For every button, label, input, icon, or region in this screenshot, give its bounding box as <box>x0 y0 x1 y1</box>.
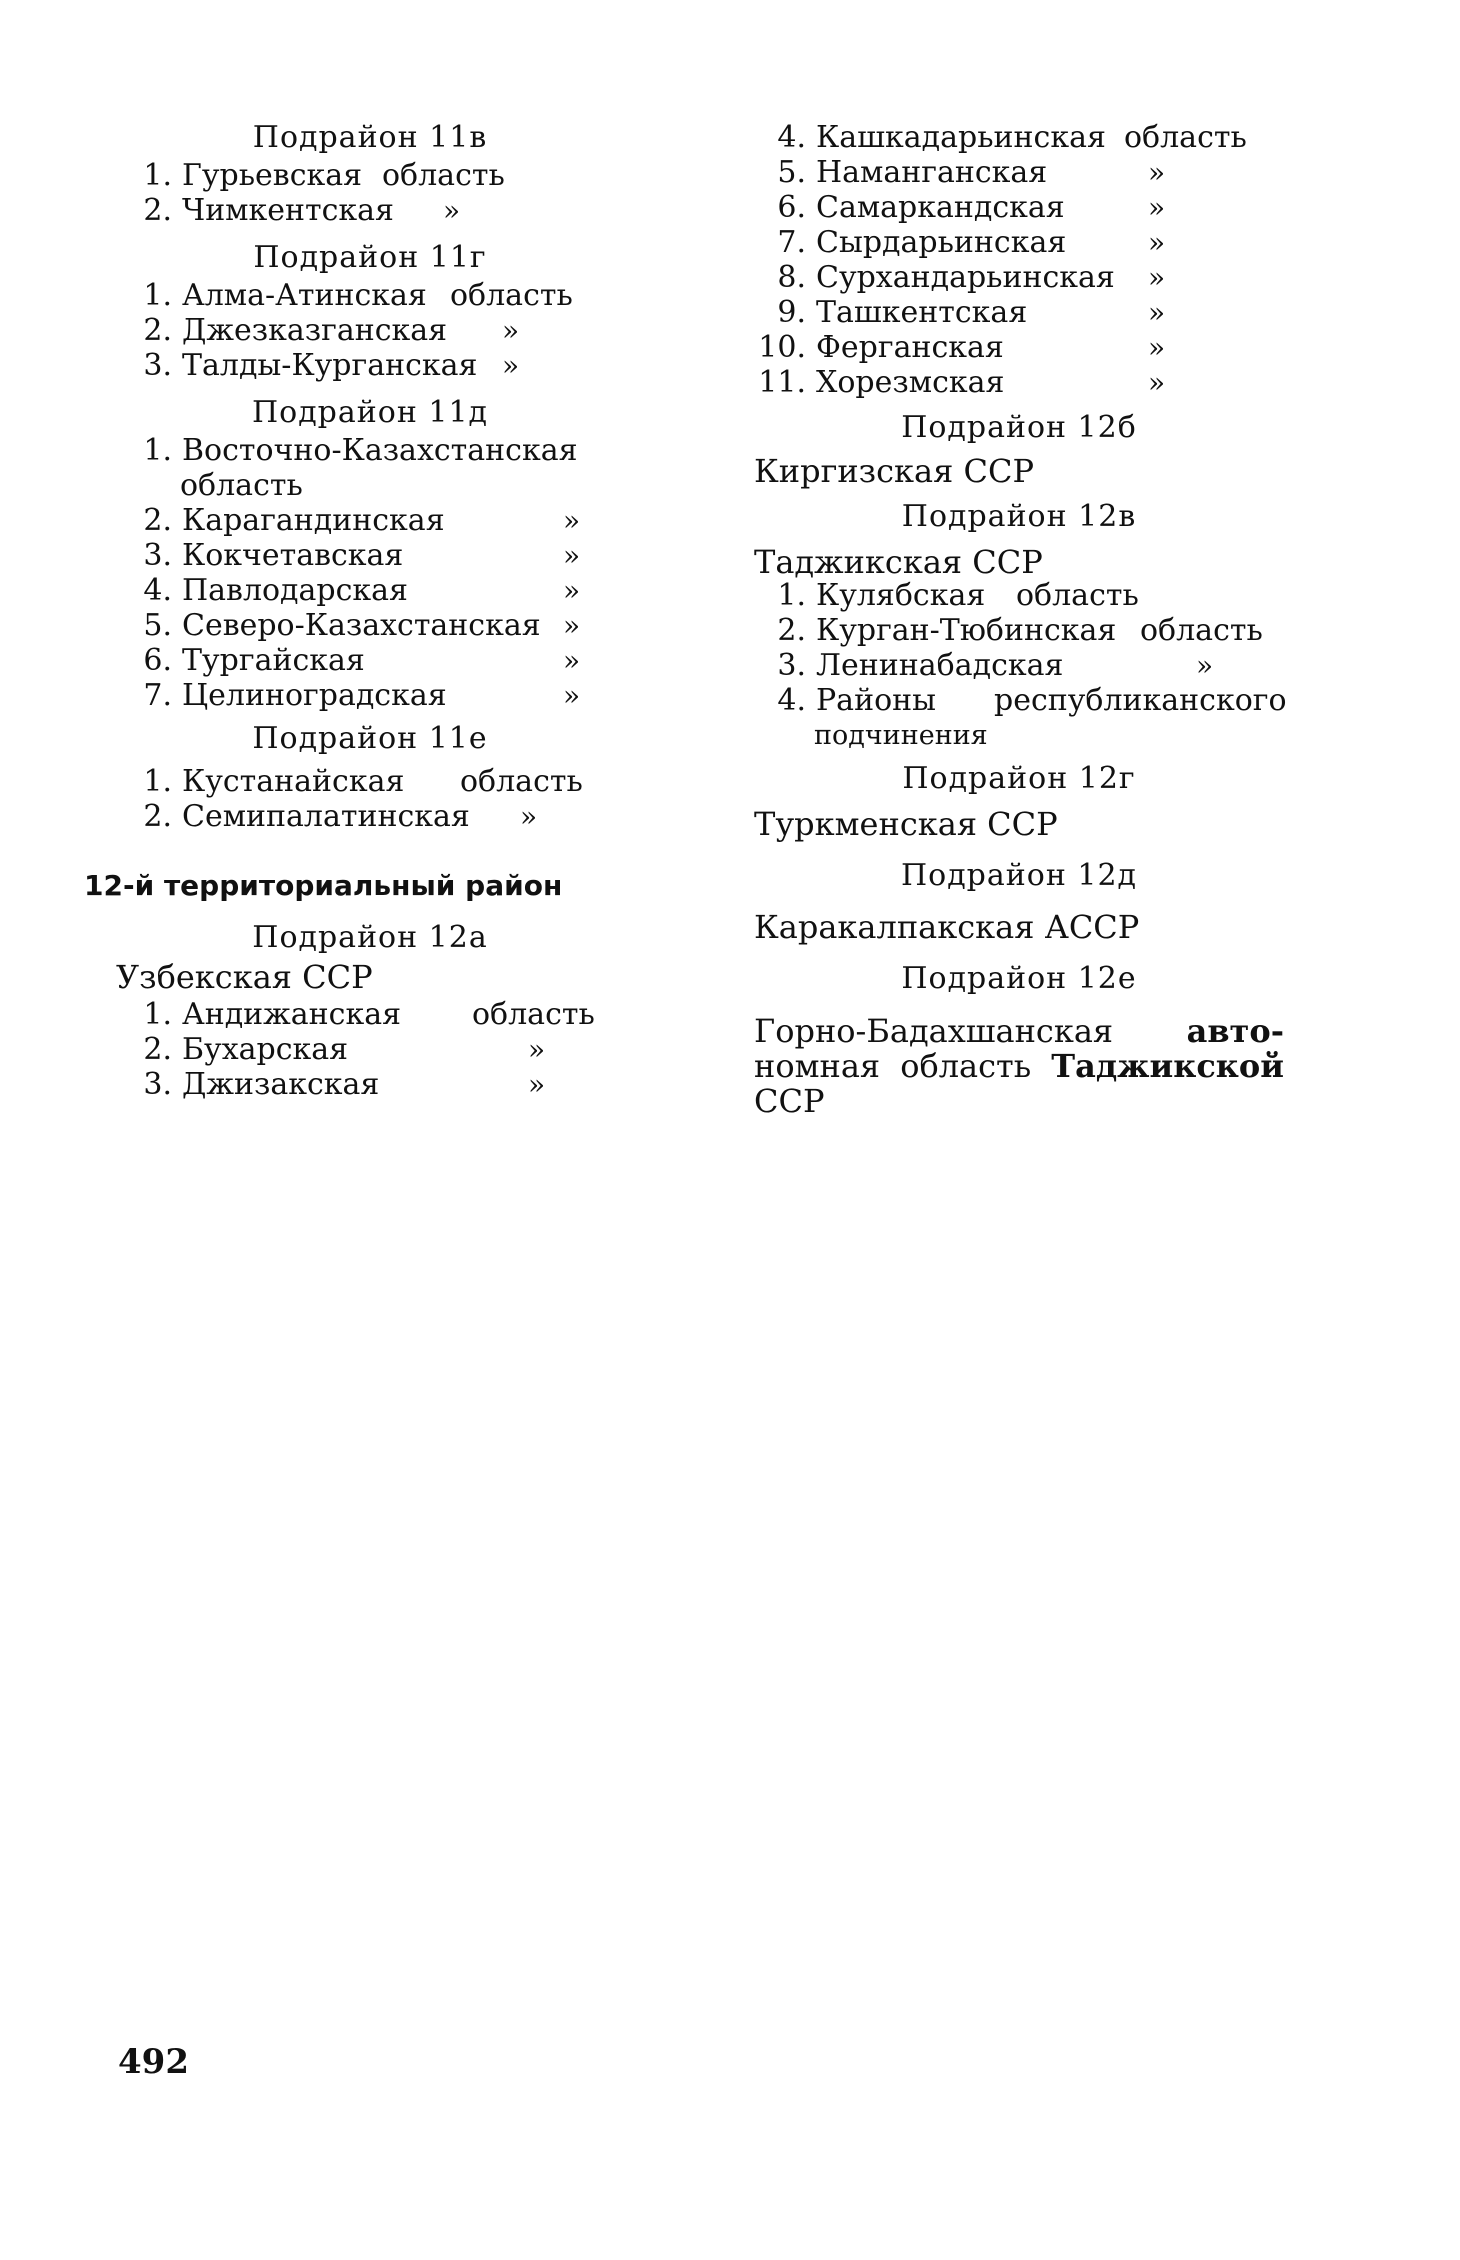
list-item <box>754 330 1284 365</box>
list-item <box>120 348 620 383</box>
list-item <box>120 643 620 678</box>
subregion-heading-11v: Подрайон 11в <box>252 120 488 155</box>
ditto-mark: » <box>563 539 581 572</box>
item-name: Кашкадарьинская <box>816 120 1106 155</box>
item-name: Семипалатинская <box>182 799 470 834</box>
item-name: Наманганская <box>816 155 1048 190</box>
item-number: 1. <box>143 997 172 1032</box>
list-item <box>120 313 620 348</box>
item-number: 9. <box>777 295 806 330</box>
item-number: 2. <box>143 1032 172 1067</box>
list-item <box>120 1032 620 1067</box>
page-number: 492 <box>118 2042 189 2082</box>
republic-name: Туркменская ССР <box>754 805 1058 843</box>
item-name: Восточно-Казахстанская <box>182 433 578 468</box>
list-item <box>754 155 1284 190</box>
list-item <box>754 295 1284 330</box>
item-name: Кустанайская <box>182 764 405 799</box>
ditto-mark: » <box>502 314 520 347</box>
list-item <box>754 190 1284 225</box>
ditto-mark: » <box>563 504 581 537</box>
item-number: 5. <box>143 608 172 643</box>
item-continuation: подчинения <box>814 720 988 751</box>
list-item <box>754 260 1284 295</box>
item-name: Андижанская <box>182 997 402 1032</box>
text-word: область <box>900 1047 1032 1085</box>
list-item <box>120 278 620 313</box>
item-number: 4. <box>777 683 806 718</box>
item-number: 4. <box>777 120 806 155</box>
item-name: Хорезмская <box>816 365 1005 400</box>
list-item <box>120 433 620 468</box>
district-heading: 12-й территориальный район <box>84 869 563 902</box>
item-number: 1. <box>143 764 172 799</box>
list-item <box>120 538 620 573</box>
list-item <box>754 648 1284 683</box>
item-number: 3. <box>143 348 172 383</box>
item-name: Кулябская <box>816 578 986 613</box>
subregion-heading-12e: Подрайон 12е <box>901 961 1137 996</box>
item-number: 7. <box>143 678 172 713</box>
item-name: Бухарская <box>182 1032 349 1067</box>
item-suffix: область <box>1140 613 1263 648</box>
item-name: Талды-Курганская <box>182 348 478 383</box>
list-item <box>754 365 1284 400</box>
item-suffix: область <box>472 997 595 1032</box>
item-number: 2. <box>143 503 172 538</box>
item-number: 10. <box>758 330 806 365</box>
list-item <box>754 120 1284 155</box>
item-number: 1. <box>143 433 172 468</box>
left-column <box>84 120 620 1102</box>
item-number: 4. <box>143 573 172 608</box>
ditto-mark: » <box>520 800 538 833</box>
subregion-heading-11e: Подрайон 11е <box>252 721 488 756</box>
list-item <box>754 578 1284 613</box>
list-item <box>120 799 620 834</box>
ditto-mark: » <box>1148 331 1166 364</box>
text-word: Таджикской <box>1051 1047 1284 1085</box>
right-column <box>754 120 1287 1120</box>
subregion-heading-12a: Подрайон 12а <box>252 920 488 955</box>
list-item <box>120 193 620 228</box>
ditto-mark: » <box>1148 296 1166 329</box>
ditto-mark: » <box>528 1033 546 1066</box>
ditto-mark: » <box>528 1068 546 1101</box>
item-name: Чимкентская <box>182 193 394 228</box>
subregion-heading-11d: Подрайон 11д <box>251 395 489 430</box>
item-suffix: область <box>450 278 573 313</box>
ditto-mark: » <box>563 679 581 712</box>
item-number: 1. <box>143 158 172 193</box>
ditto-mark: » <box>563 609 581 642</box>
item-name: Павлодарская <box>182 573 408 608</box>
item-suffix: область <box>460 764 583 799</box>
item-name: Тургайская <box>182 643 365 678</box>
republic-name: Таджикская ССР <box>754 543 1043 581</box>
list-item <box>754 613 1284 648</box>
item-name: Северо-Казахстанская <box>182 608 541 643</box>
republic-name: Узбекская ССР <box>116 958 373 996</box>
item-number: 1. <box>777 578 806 613</box>
item-name: Сырдарьинская <box>816 225 1067 260</box>
list-item <box>120 158 620 193</box>
autonomous-region-text <box>754 1014 1284 1119</box>
ditto-mark: » <box>1148 226 1166 259</box>
item-number: 2. <box>143 193 172 228</box>
item-name: Целиноградская <box>182 678 447 713</box>
list-item <box>120 573 620 608</box>
ditto-mark: » <box>502 349 520 382</box>
item-name: Самаркандская <box>816 190 1065 225</box>
text-word: номная <box>754 1047 881 1085</box>
item-suffix: область <box>382 158 505 193</box>
item-number: 5. <box>777 155 806 190</box>
text-word: авто- <box>1186 1012 1284 1050</box>
list-item <box>120 1067 620 1102</box>
item-number: 7. <box>777 225 806 260</box>
item-number: 3. <box>143 538 172 573</box>
ditto-mark: » <box>563 574 581 607</box>
item-number: 8. <box>777 260 806 295</box>
list-item <box>754 683 1287 718</box>
text-word: Горно-Бадахшанская <box>754 1012 1114 1050</box>
list-item <box>120 997 620 1032</box>
republic-name: Киргизская ССР <box>754 452 1034 490</box>
text-line: ССР <box>754 1082 825 1120</box>
ditto-mark: » <box>1148 366 1166 399</box>
item-name: Джезказганская <box>182 313 448 348</box>
item-number: 3. <box>143 1067 172 1102</box>
list-item <box>120 503 620 538</box>
list-item <box>120 608 620 643</box>
text-line <box>754 1049 1284 1084</box>
ditto-mark: » <box>1196 649 1214 682</box>
item-suffix: область <box>1124 120 1247 155</box>
subregion-heading-12g: Подрайон 12г <box>902 761 1136 796</box>
item-name-continued: республиканского <box>994 683 1287 718</box>
subregion-heading-12v: Подрайон 12в <box>901 499 1137 534</box>
republic-name: Каракалпакская АССР <box>754 908 1140 946</box>
item-name: Районы <box>816 683 936 718</box>
item-number: 6. <box>143 643 172 678</box>
list-item <box>120 764 620 799</box>
item-number: 2. <box>143 799 172 834</box>
item-name: Ферганская <box>816 330 1004 365</box>
item-number: 6. <box>777 190 806 225</box>
item-name: Алма-Атинская <box>182 278 427 313</box>
list-item <box>754 225 1284 260</box>
item-number: 2. <box>143 313 172 348</box>
item-number: 11. <box>758 365 806 400</box>
item-number: 2. <box>777 613 806 648</box>
item-name: Курган-Тюбинская <box>816 613 1117 648</box>
text-line <box>754 1014 1284 1049</box>
ditto-mark: » <box>443 194 461 227</box>
item-continuation: область <box>180 468 303 503</box>
ditto-mark: » <box>1148 261 1166 294</box>
item-name: Ташкентская <box>816 295 1028 330</box>
subregion-heading-12d: Подрайон 12д <box>900 858 1138 893</box>
item-name: Ленинабадская <box>816 648 1064 683</box>
item-number: 1. <box>143 278 172 313</box>
ditto-mark: » <box>563 644 581 677</box>
subregion-heading-11g: Подрайон 11г <box>253 240 487 275</box>
item-name: Гурьевская <box>182 158 363 193</box>
item-number: 3. <box>777 648 806 683</box>
ditto-mark: » <box>1148 191 1166 224</box>
item-suffix: область <box>1016 578 1139 613</box>
item-name: Сурхандарьинская <box>816 260 1115 295</box>
item-name: Карагандинская <box>182 503 445 538</box>
item-name: Джизакская <box>182 1067 380 1102</box>
list-item <box>120 678 620 713</box>
subregion-heading-12b: Подрайон 12б <box>901 410 1137 445</box>
item-name: Кокчетавская <box>182 538 404 573</box>
ditto-mark: » <box>1148 156 1166 189</box>
